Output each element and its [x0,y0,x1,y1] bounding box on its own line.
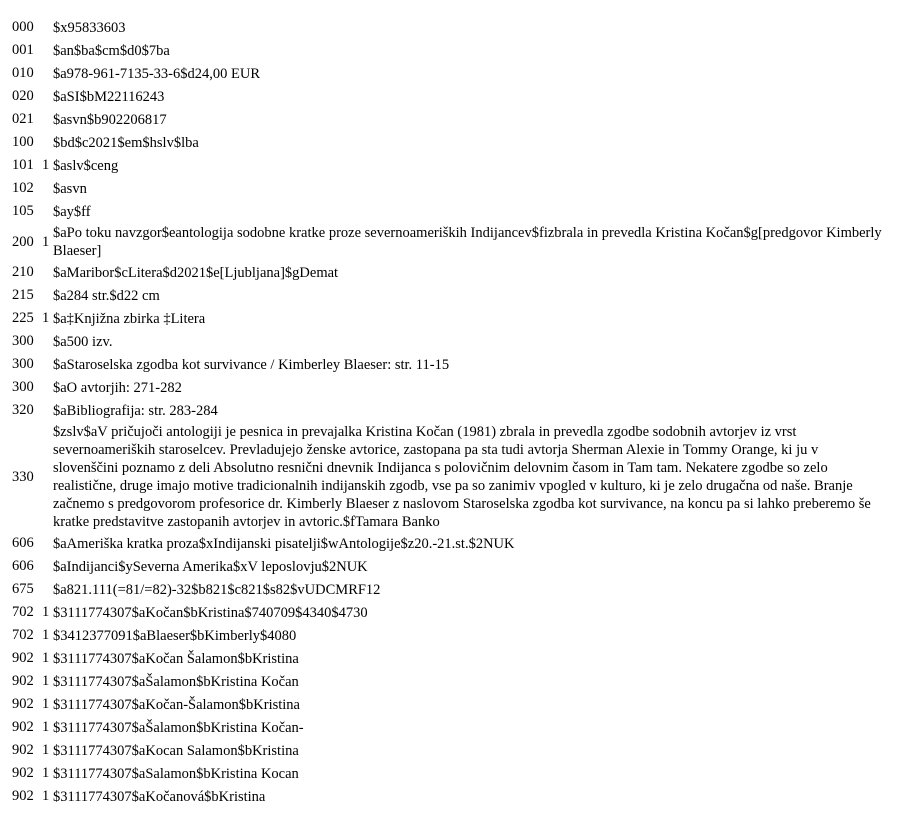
field-content: $aIndijanci$ySeverna Amerika$xV leposlovju$2NUK [53,558,368,575]
field-tag: 021 [12,111,34,127]
field-row [12,716,900,739]
field-indicator: 1 [42,719,50,735]
field-content: $a500 izv. [53,333,113,350]
field-tag: 101 [12,157,34,173]
field-tag: 902 [12,696,34,712]
field-content: $3111774307$aKočanová$bKristina [53,788,266,805]
field-content: $zslv$aV pričujoči antologiji je pesnica in prevajalka Kristina Kočan (1981) zbrala in prevedla zgodbe sodobnih avtorjev iz vrst severnoameriških staroselcev. Prevladujejo ženske avtorice, zastopana pa sta tudi avtorja Sherman Alexie in Tommy Orange, ki ju v slovenščini poznamo z deli Absolutno resnični dnevnik Indijanca s polovičnim delovnim časom in Tam tam. Nekatere zgodbe so zelo realistične, druge imajo motive tradicionalnih indijanskih zgodb, vse pa so zanimiv vpogled v kulturo, ki je zelo drugačna od naše. Branje začnemo s predgovorom profesorice dr. Kimberly Blaeser z naslovom Staroselska zgodba kot survivance, na koncu pa si lahko preberemo še kratke predstavitve zastopanih avtorjev in avtoric.$fTamara Banko [53,424,871,530]
field-content: $bd$c2021$em$hslv$lba [53,134,199,151]
field-row [12,808,900,831]
field-content: $3111774307$aŠalamon$bKristina Kočan- [53,719,304,736]
field-indicator: 1 [42,742,50,758]
field-tag: 675 [12,581,34,597]
field-indicator: 1 [42,673,50,689]
field-tag: 200 [12,233,34,250]
field-content: $3111774307$aKočan-Šalamon$bKristina [53,696,300,713]
field-indicator: 1 [42,604,50,620]
field-tag: 902 [12,742,34,758]
field-content: $asvn [53,180,87,197]
field-tag: 606 [12,535,34,551]
field-tag: 020 [12,88,34,104]
field-tag: 000 [12,19,34,35]
field-content: $aO avtorjih: 271-282 [53,379,182,396]
field-row [12,108,900,131]
field-content: $3111774307$aŠalamon$bKristina Kočan [53,673,299,690]
field-tag: 902 [12,788,34,804]
field-content: $a978-961-7135-33-6$d24,00 EUR [53,65,261,82]
field-content: $a821.111(=81/=82)-32$b821$c821$s82$vUDCMRF12 [53,581,381,598]
field-row [12,284,900,307]
field-content: $a‡Knjižna zbirka ‡Litera [53,310,206,327]
field-tag: 210 [12,264,34,280]
field-tag: 606 [12,558,34,574]
field-row [12,555,900,578]
field-indicator: 1 [42,310,50,326]
field-tag: 320 [12,402,34,418]
field-row [12,330,900,353]
field-row [12,353,900,376]
field-content: $an$ba$cm$d0$7ba [53,42,170,59]
field-indicator: 1 [42,627,50,643]
field-row [12,423,900,531]
field-content: $aslv$ceng [53,157,119,174]
field-row [12,762,900,785]
field-content: $aStaroselska zgodba kot survivance / Kimberley Blaeser: str. 11-15 [53,356,450,373]
field-tag: 330 [12,468,34,485]
field-row [12,399,900,422]
field-tag: 102 [12,180,34,196]
field-row [12,224,900,260]
field-tag: 100 [12,134,34,150]
field-content: $3111774307$aKočan$bKristina$740709$4340$4730 [53,604,368,621]
field-tag: 300 [12,379,34,395]
field-row [12,200,900,223]
field-content: $aMaribor$cLitera$d2021$e[Ljubljana]$gDemat [53,264,339,281]
field-row [12,601,900,624]
field-row [12,693,900,716]
field-row [12,16,900,39]
field-tag: 105 [12,203,34,219]
field-row [12,154,900,177]
field-tag: 902 [12,765,34,781]
field-tag: 902 [12,719,34,735]
field-row [12,532,900,555]
field-tag: 300 [12,333,34,349]
field-row [12,670,900,693]
field-content: $aAmeriška kratka proza$xIndijanski pisatelji$wAntologije$z20.-21.st.$2NUK [53,535,515,552]
field-indicator: 1 [42,788,50,804]
field-content: $aPo toku navzgor$eantologija sodobne kratke proze severnoameriških Indijancev$fizbrala in prevedla Kristina Kočan$g[predgovor Kimberly Blaeser] [53,225,882,259]
field-tag: 225 [12,310,34,326]
field-row [12,261,900,284]
field-indicator: 1 [42,696,50,712]
field-row [12,177,900,200]
field-tag: 215 [12,287,34,303]
field-tag: 010 [12,65,34,81]
field-content: $x95833603 [53,19,126,36]
field-row [12,624,900,647]
field-content: $aBibliografija: str. 283-284 [53,402,218,419]
field-row [12,131,900,154]
field-indicator: 1 [42,157,50,173]
field-content: $ay$ff [53,203,91,220]
field-row [12,62,900,85]
field-row [12,39,900,62]
field-content: $3111774307$aKočan Šalamon$bKristina [53,650,299,667]
field-row [12,647,900,670]
field-row [12,578,900,601]
field-indicator: 1 [42,765,50,781]
field-content: $3111774307$aKocan Salamon$bKristina [53,742,299,759]
field-row [12,307,900,330]
field-indicator: 1 [42,650,50,666]
field-row [12,85,900,108]
field-tag: 001 [12,42,34,58]
field-row [12,376,900,399]
field-indicator: 1 [42,233,50,250]
field-tag: 702 [12,627,34,643]
field-content: $3412377091$aBlaeser$bKimberly$4080 [53,627,297,644]
field-content: $aSI$bM22116243 [53,88,165,105]
field-tag: 902 [12,650,34,666]
field-tag: 902 [12,673,34,689]
field-content: $3111774307$aSalamon$bKristina Kocan [53,765,299,782]
field-row [12,739,900,762]
field-content: $a284 str.$d22 cm [53,287,160,304]
field-tag: 702 [12,604,34,620]
field-tag: 300 [12,356,34,372]
field-content: $asvn$b902206817 [53,111,167,128]
field-row [12,785,900,808]
